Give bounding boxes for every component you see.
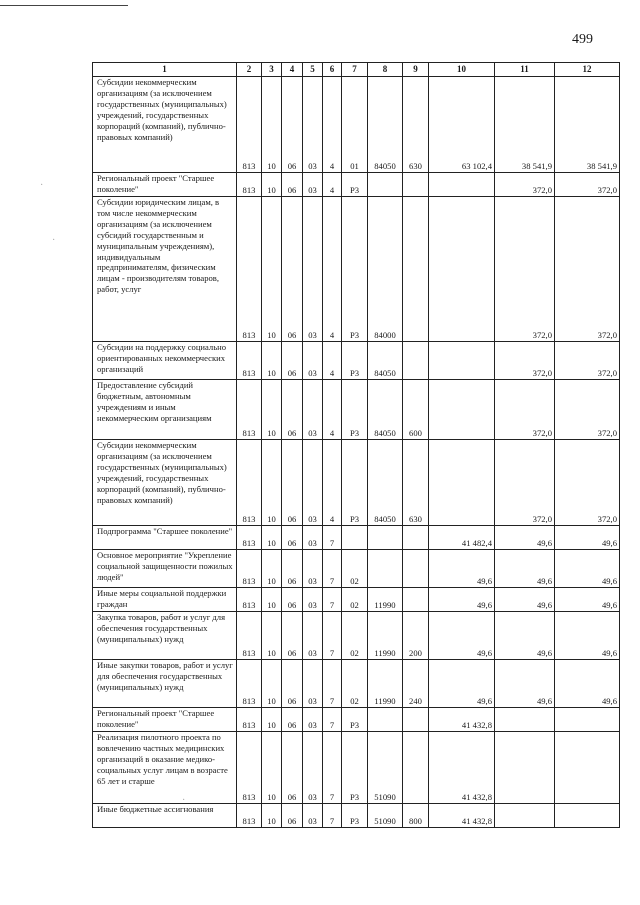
- expense-type-code-cell: 600: [403, 380, 429, 440]
- program-code-cell: 03: [303, 173, 323, 197]
- sum-year-2-cell: [495, 732, 555, 804]
- program-code-cell: 03: [303, 660, 323, 708]
- row-name-cell: Подпрограмма "Старшее поколение": [93, 526, 237, 550]
- expense-type-code-cell: 240: [403, 660, 429, 708]
- expense-type-code-cell: [403, 732, 429, 804]
- table-row: [93, 197, 620, 342]
- sum-year-1-cell: [429, 173, 495, 197]
- sum-year-2-cell: 49,6: [495, 612, 555, 660]
- section-code-cell: 10: [262, 708, 282, 732]
- admin-code-cell: 813: [237, 732, 262, 804]
- column-header-1: 1: [93, 63, 237, 77]
- subsection-code-cell: 06: [282, 342, 303, 380]
- sum-year-2-cell: 372,0: [495, 380, 555, 440]
- admin-code-cell: 813: [237, 77, 262, 173]
- sum-year-2-cell: [495, 708, 555, 732]
- scan-speck: ·: [182, 795, 186, 806]
- column-header-5: 5: [303, 63, 323, 77]
- event-code-cell: 02: [342, 550, 368, 588]
- subsection-code-cell: 06: [282, 440, 303, 526]
- budget-table: [92, 62, 620, 828]
- event-code-cell: 02: [342, 612, 368, 660]
- sum-year-2-cell: 372,0: [495, 197, 555, 342]
- sum-year-3-cell: 372,0: [555, 173, 620, 197]
- admin-code-cell: 813: [237, 380, 262, 440]
- row-name-cell: Основное мероприятие "Укрепление социальной защищенности пожилых людей": [93, 550, 237, 588]
- subsection-code-cell: 06: [282, 173, 303, 197]
- program-code-cell: 03: [303, 197, 323, 342]
- admin-code-cell: 813: [237, 660, 262, 708]
- program-code-cell: 03: [303, 526, 323, 550]
- table-row: [93, 732, 620, 804]
- direction-code-cell: 51090: [368, 804, 403, 828]
- subprogram-code-cell: 7: [323, 804, 342, 828]
- table-row: [93, 550, 620, 588]
- sum-year-3-cell: 49,6: [555, 526, 620, 550]
- sum-year-1-cell: 41 482,4: [429, 526, 495, 550]
- event-code-cell: P3: [342, 804, 368, 828]
- sum-year-3-cell: 38 541,9: [555, 77, 620, 173]
- direction-code-cell: [368, 708, 403, 732]
- sum-year-2-cell: 49,6: [495, 550, 555, 588]
- subsection-code-cell: 06: [282, 77, 303, 173]
- sum-year-3-cell: 49,6: [555, 660, 620, 708]
- sum-year-3-cell: 372,0: [555, 440, 620, 526]
- subsection-code-cell: 06: [282, 732, 303, 804]
- sum-year-1-cell: 49,6: [429, 550, 495, 588]
- section-code-cell: 10: [262, 440, 282, 526]
- program-code-cell: 03: [303, 804, 323, 828]
- sum-year-3-cell: 372,0: [555, 342, 620, 380]
- column-header-11: 11: [495, 63, 555, 77]
- sum-year-2-cell: 372,0: [495, 173, 555, 197]
- row-name-cell: Иные меры социальной поддержки граждан: [93, 588, 237, 612]
- column-header-9: 9: [403, 63, 429, 77]
- subsection-code-cell: 06: [282, 804, 303, 828]
- sum-year-1-cell: [429, 440, 495, 526]
- expense-type-code-cell: [403, 526, 429, 550]
- subsection-code-cell: 06: [282, 550, 303, 588]
- direction-code-cell: 51090: [368, 732, 403, 804]
- section-code-cell: 10: [262, 380, 282, 440]
- column-header-2: 2: [237, 63, 262, 77]
- event-code-cell: 01: [342, 77, 368, 173]
- sum-year-1-cell: 41 432,8: [429, 804, 495, 828]
- section-code-cell: 10: [262, 732, 282, 804]
- subprogram-code-cell: 7: [323, 732, 342, 804]
- event-code-cell: P3: [342, 732, 368, 804]
- row-name-cell: Предоставление субсидий бюджетным, автономным учреждениям и иным некоммерческим организациям: [93, 380, 237, 440]
- subsection-code-cell: 06: [282, 660, 303, 708]
- sum-year-2-cell: [495, 804, 555, 828]
- program-code-cell: 03: [303, 708, 323, 732]
- row-name-cell: Реализация пилотного проекта по вовлечению частных медицинских организаций в оказание медико-социальных услуг лицам в возрасте 65 лет и старше: [93, 732, 237, 804]
- sum-year-3-cell: 49,6: [555, 588, 620, 612]
- sum-year-1-cell: 63 102,4: [429, 77, 495, 173]
- sum-year-1-cell: 49,6: [429, 588, 495, 612]
- section-code-cell: 10: [262, 526, 282, 550]
- event-code-cell: [342, 526, 368, 550]
- direction-code-cell: [368, 173, 403, 197]
- sum-year-2-cell: 49,6: [495, 526, 555, 550]
- admin-code-cell: 813: [237, 526, 262, 550]
- row-name-cell: Иные закупки товаров, работ и услуг для обеспечения государственных (муниципальных) нужд: [93, 660, 237, 708]
- sum-year-3-cell: 49,6: [555, 550, 620, 588]
- event-code-cell: 02: [342, 660, 368, 708]
- expense-type-code-cell: 800: [403, 804, 429, 828]
- sum-year-1-cell: [429, 380, 495, 440]
- table-row: [93, 342, 620, 380]
- sum-year-3-cell: [555, 804, 620, 828]
- header-row: [93, 63, 620, 77]
- program-code-cell: 03: [303, 440, 323, 526]
- sum-year-1-cell: [429, 342, 495, 380]
- column-header-7: 7: [342, 63, 368, 77]
- row-name-cell: Закупка товаров, работ и услуг для обеспечения государственных (муниципальных) нужд: [93, 612, 237, 660]
- admin-code-cell: 813: [237, 588, 262, 612]
- sum-year-1-cell: 41 432,8: [429, 708, 495, 732]
- direction-code-cell: 11990: [368, 612, 403, 660]
- event-code-cell: 02: [342, 588, 368, 612]
- event-code-cell: P3: [342, 197, 368, 342]
- direction-code-cell: [368, 550, 403, 588]
- program-code-cell: 03: [303, 380, 323, 440]
- sum-year-2-cell: 49,6: [495, 588, 555, 612]
- program-code-cell: 03: [303, 588, 323, 612]
- subprogram-code-cell: 4: [323, 380, 342, 440]
- subprogram-code-cell: 4: [323, 197, 342, 342]
- direction-code-cell: 11990: [368, 588, 403, 612]
- section-code-cell: 10: [262, 197, 282, 342]
- program-code-cell: 03: [303, 732, 323, 804]
- row-name-cell: Иные бюджетные ассигнования: [93, 804, 237, 828]
- section-code-cell: 10: [262, 612, 282, 660]
- scan-speck: ·: [52, 235, 56, 246]
- direction-code-cell: [368, 526, 403, 550]
- program-code-cell: 03: [303, 342, 323, 380]
- expense-type-code-cell: [403, 550, 429, 588]
- row-name-cell: Субсидии некоммерческим организациям (за исключением государственных (муниципальных) учреждений, государственных корпораций (компаний), публично-правовых компаний): [93, 440, 237, 526]
- event-code-cell: P3: [342, 708, 368, 732]
- subprogram-code-cell: 7: [323, 588, 342, 612]
- table-row: [93, 380, 620, 440]
- event-code-cell: P3: [342, 342, 368, 380]
- sum-year-1-cell: 49,6: [429, 612, 495, 660]
- subprogram-code-cell: 7: [323, 612, 342, 660]
- expense-type-code-cell: [403, 588, 429, 612]
- sum-year-1-cell: 41 432,8: [429, 732, 495, 804]
- admin-code-cell: 813: [237, 440, 262, 526]
- table-row: [93, 612, 620, 660]
- row-name-cell: Субсидии на поддержку социально ориентированных некоммерческих организаций: [93, 342, 237, 380]
- column-header-6: 6: [323, 63, 342, 77]
- direction-code-cell: 84050: [368, 380, 403, 440]
- admin-code-cell: 813: [237, 550, 262, 588]
- expense-type-code-cell: [403, 197, 429, 342]
- expense-type-code-cell: 630: [403, 440, 429, 526]
- sum-year-3-cell: 49,6: [555, 612, 620, 660]
- sum-year-2-cell: 49,6: [495, 660, 555, 708]
- subsection-code-cell: 06: [282, 588, 303, 612]
- sum-year-1-cell: [429, 197, 495, 342]
- program-code-cell: 03: [303, 612, 323, 660]
- subprogram-code-cell: 4: [323, 440, 342, 526]
- event-code-cell: P3: [342, 173, 368, 197]
- section-code-cell: 10: [262, 173, 282, 197]
- page-number: 499: [572, 32, 593, 47]
- table-row: [93, 804, 620, 828]
- program-code-cell: 03: [303, 77, 323, 173]
- subsection-code-cell: 06: [282, 380, 303, 440]
- subsection-code-cell: 06: [282, 526, 303, 550]
- scan-edge-line: [0, 5, 128, 6]
- section-code-cell: 10: [262, 804, 282, 828]
- row-name-cell: Региональный проект "Старшее поколение": [93, 173, 237, 197]
- expense-type-code-cell: 200: [403, 612, 429, 660]
- section-code-cell: 10: [262, 588, 282, 612]
- table-row: [93, 708, 620, 732]
- admin-code-cell: 813: [237, 804, 262, 828]
- row-name-cell: Субсидии некоммерческим организациям (за исключением государственных (муниципальных) учреждений, государственных корпораций (компаний), публично-правовых компаний): [93, 77, 237, 173]
- sum-year-3-cell: 372,0: [555, 380, 620, 440]
- section-code-cell: 10: [262, 77, 282, 173]
- subprogram-code-cell: 4: [323, 173, 342, 197]
- admin-code-cell: 813: [237, 708, 262, 732]
- expense-type-code-cell: [403, 173, 429, 197]
- scan-speck: ·: [40, 180, 44, 191]
- section-code-cell: 10: [262, 660, 282, 708]
- admin-code-cell: 813: [237, 197, 262, 342]
- column-header-10: 10: [429, 63, 495, 77]
- subprogram-code-cell: 4: [323, 77, 342, 173]
- subprogram-code-cell: 7: [323, 550, 342, 588]
- subprogram-code-cell: 7: [323, 660, 342, 708]
- table-row: [93, 588, 620, 612]
- event-code-cell: P3: [342, 440, 368, 526]
- table-row: [93, 660, 620, 708]
- admin-code-cell: 813: [237, 173, 262, 197]
- direction-code-cell: 11990: [368, 660, 403, 708]
- table-row: [93, 440, 620, 526]
- direction-code-cell: 84000: [368, 197, 403, 342]
- table-row: [93, 77, 620, 173]
- sum-year-2-cell: 372,0: [495, 342, 555, 380]
- program-code-cell: 03: [303, 550, 323, 588]
- direction-code-cell: 84050: [368, 77, 403, 173]
- subsection-code-cell: 06: [282, 197, 303, 342]
- section-code-cell: 10: [262, 550, 282, 588]
- subsection-code-cell: 06: [282, 708, 303, 732]
- section-code-cell: 10: [262, 342, 282, 380]
- admin-code-cell: 813: [237, 612, 262, 660]
- sum-year-2-cell: 372,0: [495, 440, 555, 526]
- subprogram-code-cell: 7: [323, 526, 342, 550]
- direction-code-cell: 84050: [368, 440, 403, 526]
- expense-type-code-cell: 630: [403, 77, 429, 173]
- column-header-12: 12: [555, 63, 620, 77]
- sum-year-1-cell: 49,6: [429, 660, 495, 708]
- sum-year-3-cell: [555, 732, 620, 804]
- table-row: [93, 173, 620, 197]
- expense-type-code-cell: [403, 708, 429, 732]
- row-name-cell: Региональный проект "Старшее поколение": [93, 708, 237, 732]
- event-code-cell: P3: [342, 380, 368, 440]
- admin-code-cell: 813: [237, 342, 262, 380]
- sum-year-2-cell: 38 541,9: [495, 77, 555, 173]
- subprogram-code-cell: 7: [323, 708, 342, 732]
- column-header-8: 8: [368, 63, 403, 77]
- sum-year-3-cell: 372,0: [555, 197, 620, 342]
- subsection-code-cell: 06: [282, 612, 303, 660]
- row-name-cell: Субсидии юридическим лицам, в том числе некоммерческим организациям (за исключением субсидий государственным и муниципальным учреждениям), индивидуальным предпринимателям, физическим лицам - производителям товаров, работ, услуг: [93, 197, 237, 342]
- direction-code-cell: 84050: [368, 342, 403, 380]
- table-body: [93, 77, 620, 828]
- expense-type-code-cell: [403, 342, 429, 380]
- column-header-4: 4: [282, 63, 303, 77]
- column-header-3: 3: [262, 63, 282, 77]
- table-row: [93, 526, 620, 550]
- sum-year-3-cell: [555, 708, 620, 732]
- subprogram-code-cell: 4: [323, 342, 342, 380]
